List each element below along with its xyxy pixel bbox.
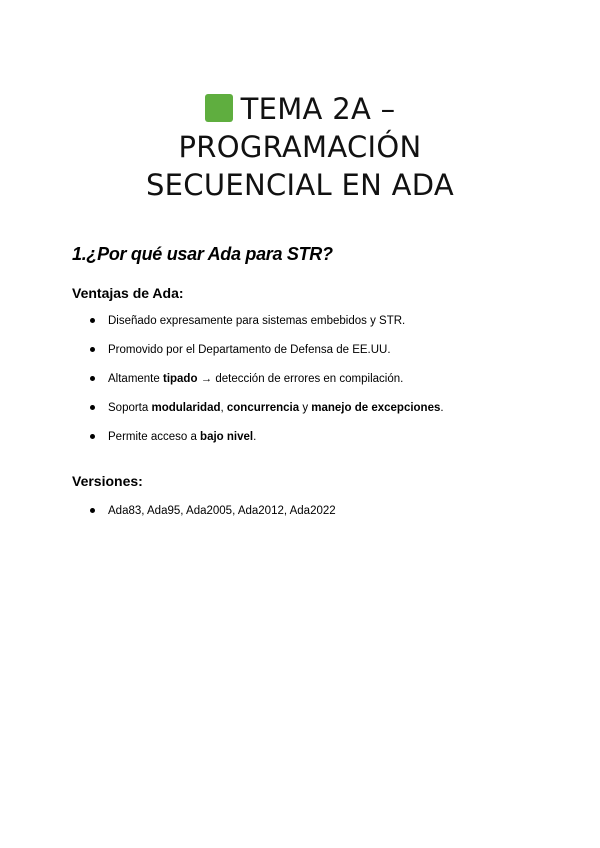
list-item-bold: manejo de excepciones	[311, 402, 441, 414]
bullet-icon	[90, 318, 95, 323]
list-item	[90, 504, 336, 533]
bullet-icon	[90, 376, 95, 381]
bullet-icon	[90, 347, 95, 352]
bullet-icon	[90, 434, 95, 439]
versiones-list	[90, 504, 336, 533]
list-item-text-post: .	[253, 431, 257, 443]
list-item-text-pre: Permite acceso a	[108, 431, 201, 443]
bullet-icon	[90, 508, 95, 513]
list-item-bold: modularidad	[151, 402, 221, 414]
list-item-separator: y	[299, 402, 312, 414]
list-item-text-post: → detección de errores en compilación.	[197, 373, 404, 385]
ventajas-list	[90, 314, 444, 459]
list-item-bold: concurrencia	[226, 402, 300, 414]
section-heading: 1.¿Por qué usar Ada para STR?	[72, 244, 333, 264]
list-item-text: Diseñado expresamente para sistemas embebidos y STR.	[108, 315, 406, 327]
list-item-text: Ada83, Ada95, Ada2005, Ada2012, Ada2022	[108, 505, 336, 517]
ventajas-heading: Ventajas de Ada:	[72, 285, 184, 301]
list-item-text: Promovido por el Departamento de Defensa de EE.UU.	[108, 344, 391, 356]
document-title	[0, 90, 600, 204]
list-item	[90, 401, 444, 430]
title-line-1	[0, 90, 600, 128]
list-item	[90, 314, 444, 343]
title-line-1-text: TEMA 2A –	[240, 92, 396, 126]
green-square-icon	[205, 94, 233, 122]
list-item-text-pre: Altamente	[108, 373, 163, 385]
list-item	[90, 343, 444, 372]
title-line-3: SECUENCIAL EN ADA	[145, 168, 455, 202]
list-item-separator: ,	[220, 402, 227, 414]
list-item-text-pre: Soporta	[108, 402, 152, 414]
list-item	[90, 430, 444, 459]
list-item-bold: tipado	[162, 373, 198, 385]
bullet-icon	[90, 405, 95, 410]
list-item-bold: bajo nivel	[200, 431, 254, 443]
list-item-text-post: .	[440, 402, 444, 414]
versiones-heading: Versiones:	[72, 473, 143, 489]
list-item	[90, 372, 444, 401]
title-line-2: PROGRAMACIÓN	[178, 130, 422, 164]
